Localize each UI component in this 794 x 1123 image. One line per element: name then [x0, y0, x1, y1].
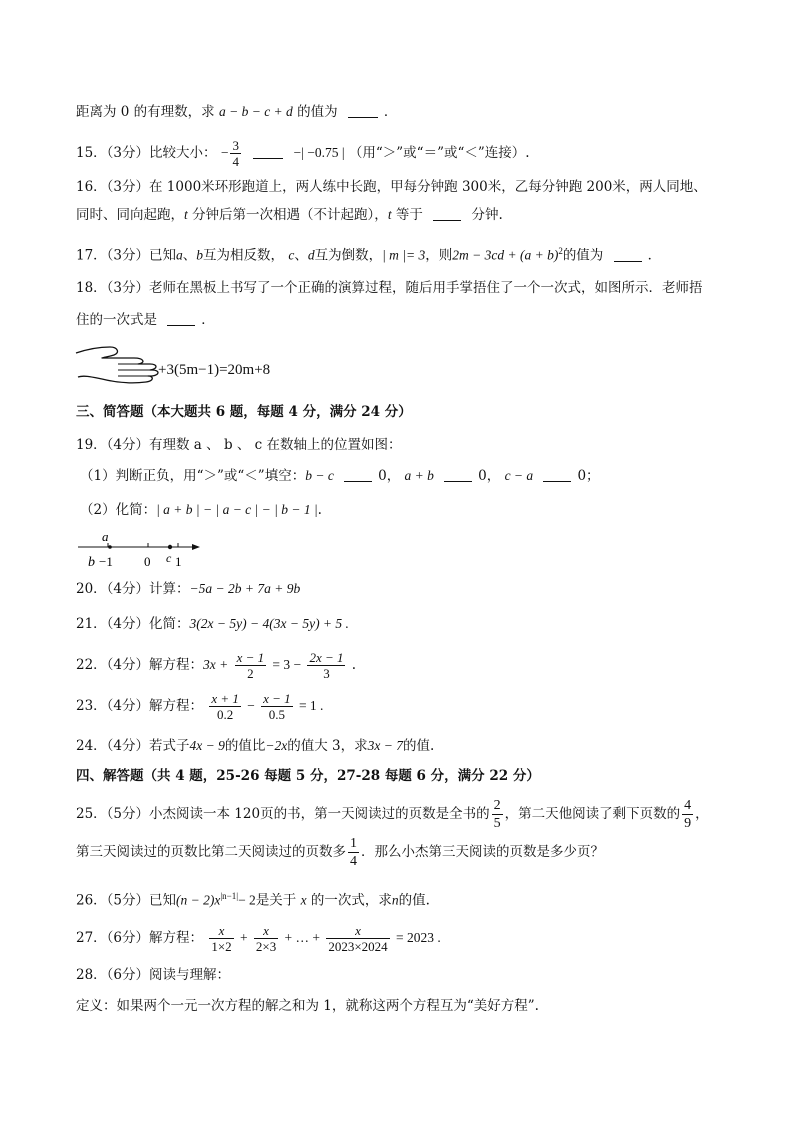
- q26-expr: (n − 2)x: [176, 892, 221, 908]
- q24-text: 的值大 3，求: [287, 738, 368, 754]
- axis-label-b: b: [88, 555, 95, 570]
- q27-number: 27．（6分）解方程：: [76, 930, 204, 946]
- q19-part1: [80, 466, 600, 486]
- frac-num: x: [254, 923, 278, 939]
- answer-blank[interactable]: [253, 145, 283, 159]
- q28-title: 28．（6分）阅读与理解：: [76, 967, 231, 983]
- zero: 0，: [378, 468, 401, 484]
- answer-blank[interactable]: [344, 468, 372, 482]
- frac-den: 2023×2024: [328, 939, 388, 954]
- var-b: b: [196, 247, 204, 263]
- q17-text: ，则: [425, 247, 453, 264]
- q27-frac3: [326, 923, 389, 954]
- frac-num: 4: [684, 798, 692, 813]
- q19-expr1: b − c: [305, 468, 334, 483]
- q20: [76, 579, 300, 599]
- q27-end: = 2023 .: [395, 930, 441, 945]
- q22-frac2: [307, 650, 345, 681]
- q26-text: 是关于: [255, 892, 297, 909]
- q23-frac1: [209, 691, 241, 722]
- frac-num: 2x − 1: [309, 650, 344, 665]
- q25-frac3: [348, 835, 359, 870]
- frac-den: 0.5: [268, 707, 285, 722]
- q15-sign: −: [220, 145, 229, 160]
- q16-text-b: 分钟后第一次相遇（不计起跑），: [192, 207, 388, 223]
- var-t: t: [184, 207, 188, 222]
- q25-text: 25．（5分）小杰阅读一本 120页的书，第一天阅读过的页数是全书的: [76, 806, 490, 822]
- q27: 27．（6分）解方程： $\frac{x}{1\times 2}$ + $\frac{x}{2\times 3}$ + … + $\frac{x}{2023\times 2024}$ = 2023 .: [76, 923, 441, 954]
- q21: [76, 614, 349, 634]
- q16-text-a: 同时、同向起跑，: [76, 207, 184, 223]
- q22-mid: = 3 −: [272, 657, 302, 672]
- exponent: 2: [558, 246, 563, 256]
- frac-num: x: [209, 923, 233, 939]
- q19-expr2: a + b: [404, 468, 434, 483]
- q17: 17．（3分）已知a、b互为相反数， c、d互为倒数，| m |= 3，则$2m - 3cd + (a + b)^2$的值为 ．: [76, 246, 662, 264]
- q15-rhs: −| −0.75 |: [293, 145, 345, 160]
- q26-number: 26．（5分）已知: [76, 892, 177, 909]
- frac-num: x: [326, 923, 389, 939]
- q25-frac2: [682, 797, 693, 832]
- q27-frac2: [254, 923, 278, 954]
- period: .: [317, 502, 322, 518]
- q22-lhs: 3x +: [203, 657, 229, 672]
- var-n: n: [391, 892, 399, 908]
- q15-fraction: [230, 138, 241, 169]
- answer-blank[interactable]: [614, 248, 642, 262]
- q16-line1: 16．（3分）在 1000米环形跑道上，两人练中长跑，甲每分钟跑 300米，乙每分钟跑 200米，两人同地、: [76, 179, 707, 195]
- q17-abs: | m |= 3: [382, 247, 426, 263]
- q24: [76, 736, 434, 756]
- q27-frac1: [209, 923, 233, 954]
- q25-text: ，第二天他阅读了剩下页数的: [504, 806, 681, 822]
- q15: [76, 138, 530, 169]
- q23-end: = 1 .: [298, 698, 324, 713]
- section-4-title: 四、解答题（共 4 题，25-26 每题 5 分，27-28 每题 6 分，满分 22 分）: [76, 768, 540, 784]
- q17-text: 互为相反数，: [203, 247, 285, 264]
- number-line: [76, 530, 206, 572]
- var-t: t: [387, 207, 392, 222]
- q14-text: 距离为 0 的有理数，求: [76, 104, 215, 120]
- answer-blank[interactable]: [433, 207, 461, 221]
- q16-line2: [76, 205, 503, 225]
- frac-num: 2: [493, 798, 501, 813]
- q22-number: 22．（4分）解方程：: [76, 657, 204, 673]
- q22: [76, 649, 356, 681]
- frac-num: x − 1: [263, 691, 291, 706]
- answer-blank[interactable]: [444, 468, 472, 482]
- q24-expr2: −2x: [265, 738, 288, 753]
- frac-num: 3: [232, 138, 239, 153]
- hand-icon: [74, 345, 164, 389]
- q24-expr3: 3x − 7: [367, 738, 403, 753]
- frac-den: 4: [232, 154, 239, 169]
- q17-text: 互为倒数，: [314, 247, 383, 264]
- frac-num: x + 1: [211, 691, 239, 706]
- separator: 、: [182, 247, 197, 264]
- frac-num: x − 1: [236, 650, 265, 665]
- q19-stem: 19．（4分）有理数 a 、 b 、 c 在数轴上的位置如图：: [76, 437, 402, 453]
- q25-frac1: [492, 797, 503, 832]
- frac-den: 1×2: [211, 939, 232, 954]
- q14-continuation: 距离为 0 的有理数，求 a − b − c + d 的值为 ．: [76, 104, 398, 120]
- q26-text: 的值.: [398, 892, 430, 909]
- frac-den: 3: [323, 666, 330, 681]
- q20-expr: −5a − 2b + 7a + 9b: [189, 581, 301, 596]
- frac-den: 2: [247, 666, 254, 681]
- q24-text: 的值.: [403, 738, 435, 754]
- q23-number: 23．（4分）解方程：: [76, 698, 204, 714]
- q25-line1: [76, 796, 709, 832]
- q25-line2: [76, 834, 604, 870]
- q26-text: 的一次式，求: [310, 892, 392, 909]
- q18-line1: 18．（3分）老师在黑板上书写了一个正确的演算过程，随后用手掌捂住了一个一次式，如图所示．老师捂: [76, 280, 703, 296]
- axis-label-c: c: [166, 551, 172, 565]
- axis-tick-0: 0: [144, 554, 151, 569]
- q23-frac2: [261, 691, 293, 722]
- answer-blank[interactable]: [543, 468, 571, 482]
- var-x: x: [300, 892, 307, 908]
- q19-part1-text: （1）判断正负，用“＞”或“＜”填空：: [80, 468, 306, 484]
- q24-expr1: 4x − 9: [189, 738, 225, 753]
- q25-text: 第三天阅读过的页数比第二天阅读过的页数多: [76, 844, 346, 860]
- period: .: [351, 657, 357, 673]
- var-a: a: [176, 247, 183, 263]
- q19-part2-expr: | a + b | − | a − c | − | b − 1 |: [156, 502, 318, 517]
- q14-suffix: 的值为: [297, 104, 338, 120]
- axis-tick-1: 1: [175, 554, 182, 569]
- section-3-title: 三、简答题（本大题共 6 题，每题 4 分，满分 24 分）: [76, 404, 412, 420]
- q21-expr: 3(2x − 5y) − 4(3x − 5y) + 5 .: [189, 616, 349, 631]
- zero: 0；: [577, 468, 600, 484]
- answer-blank[interactable]: [167, 312, 195, 326]
- separator: 、: [294, 247, 308, 264]
- q25-text: ．那么小杰第三天阅读的页数是多少页？: [361, 844, 604, 860]
- q27-dots: + … +: [284, 930, 321, 945]
- q19-part2-text: （2）化简：: [80, 502, 157, 518]
- q14-expr: a − b − c + d: [218, 104, 293, 119]
- q18-equation: +3(5m−1)=20m+8: [158, 362, 271, 378]
- q18-text: 住的一次式是: [76, 312, 157, 328]
- q28-definition: 定义：如果两个一元一次方程的解之和为 1，就称这两个方程互为“美好方程”.: [76, 998, 539, 1014]
- zero: 0，: [478, 468, 501, 484]
- q24-text: 的值比: [224, 738, 266, 754]
- q19-part2: [80, 500, 322, 520]
- axis-label-a: a: [102, 530, 109, 544]
- q26-expr2: − 2: [238, 892, 256, 908]
- q15-number: 15．（3分）比较大小：: [76, 145, 217, 161]
- q26: [76, 886, 430, 911]
- frac-den: 4: [350, 854, 357, 869]
- q23: [76, 690, 323, 722]
- q23-minus: −: [247, 698, 255, 713]
- var-c: c: [288, 247, 295, 263]
- q17-text: 的值为: [562, 247, 604, 264]
- frac-num: 1: [350, 836, 357, 851]
- frac-den: 0.2: [216, 707, 234, 722]
- q18-line2: 住的一次式是 ．: [76, 312, 215, 328]
- frac-den: 9: [684, 816, 692, 831]
- var-d: d: [307, 247, 315, 263]
- q25-text: ，: [695, 806, 709, 822]
- q21-number: 21．（4分）化简：: [76, 616, 190, 632]
- q20-number: 20．（4分）计算：: [76, 581, 190, 597]
- q17-number: 17．（3分）已知: [76, 247, 177, 264]
- q19-expr3: c − a: [504, 468, 534, 483]
- q17-expr: 2m − 3cd + (a + b): [452, 247, 559, 263]
- exponent: |n−1|: [220, 891, 239, 901]
- q16-text-d: 分钟.: [471, 207, 503, 223]
- answer-blank[interactable]: [348, 104, 378, 118]
- q24-number: 24．（4分）若式子: [76, 738, 190, 754]
- frac-den: 5: [493, 816, 501, 831]
- frac-den: 2×3: [255, 939, 277, 954]
- q16-text-c: 等于: [395, 207, 423, 223]
- axis-tick-minus1: −1: [99, 554, 113, 569]
- q15-hint: （用“＞”或“＝”或“＜”连接）.: [348, 145, 530, 161]
- q22-frac1: [235, 650, 267, 681]
